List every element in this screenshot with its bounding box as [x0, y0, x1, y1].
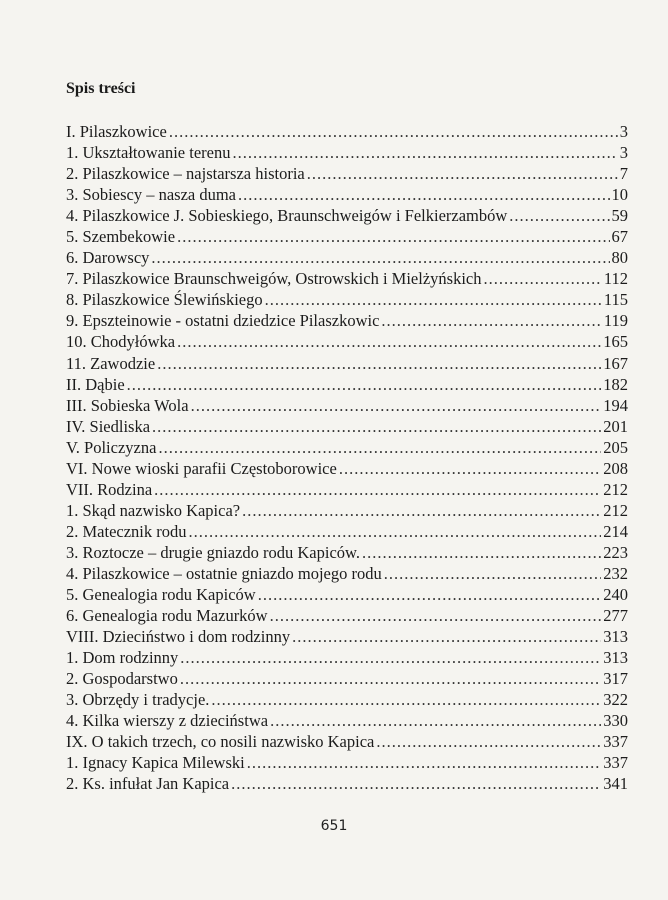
dot-leader [180, 648, 601, 668]
toc-entry-page: 167 [603, 353, 628, 373]
dot-leader [127, 375, 602, 395]
dot-leader [509, 206, 609, 226]
toc-entry-label: IX. O takich trzech, co nosili nazwisko Kapica [66, 732, 375, 752]
toc-entry-page: 7 [619, 164, 628, 184]
dot-leader [247, 753, 602, 773]
toc-entry-label: 1. Ignacy Kapica Milewski [66, 753, 245, 773]
toc-entry-label: I. Pilaszkowice [66, 122, 167, 141]
toc-entry [66, 375, 628, 396]
toc-entry-label: 7. Pilaszkowice Braunschweigów, Ostrowskich i Mielżyńskich [66, 269, 482, 289]
toc-entry [66, 669, 628, 690]
toc-entry-page: 212 [603, 500, 628, 520]
dot-leader [231, 774, 601, 794]
dot-leader [376, 732, 601, 752]
toc-entry-label: VII. Rodzina [66, 479, 153, 499]
toc-entry [66, 311, 628, 332]
toc-entry-label: 5. Szembekowie [66, 227, 176, 247]
toc-entry [66, 585, 628, 606]
toc-entry [66, 290, 628, 311]
dot-leader [381, 311, 601, 331]
toc-title: Spis treści [66, 80, 136, 97]
toc-entry-page: 3 [619, 143, 628, 163]
toc-entry [66, 732, 628, 753]
dot-leader [177, 227, 609, 247]
toc-entry-page: 208 [603, 458, 628, 478]
toc-entry-label: III. Sobieska Wola [66, 395, 189, 415]
toc-entry-page: 10 [611, 185, 628, 205]
toc-entry-page: 337 [603, 732, 628, 752]
toc-entry-label: 1. Ukształtowanie terenu [66, 143, 231, 163]
toc-entry-page: 201 [603, 416, 628, 436]
toc-entry-page: 115 [603, 290, 628, 310]
dot-leader [362, 543, 601, 563]
dot-leader [158, 438, 601, 458]
toc-entry-label: 2. Gospodarstwo [66, 669, 178, 689]
toc-entry-label: 3. Sobiescy – nasza duma [66, 185, 237, 205]
dot-leader [180, 669, 601, 689]
dot-leader [238, 185, 609, 205]
toc-entry-page: 341 [603, 774, 628, 794]
toc-entry-page: 119 [603, 311, 628, 331]
toc-entry-page: 223 [603, 542, 628, 562]
toc-entry-label: 4. Pilaszkowice J. Sobieskiego, Braunschweigów i Felkierzambów [66, 206, 508, 226]
toc-entry-label: 8. Pilaszkowice Ślewińskiego [66, 290, 263, 310]
toc-entry-label: 11. Zawodzie [66, 353, 156, 373]
toc-entry [66, 417, 628, 438]
toc-entry [66, 332, 628, 353]
dot-leader [339, 459, 601, 479]
toc-entry [66, 185, 628, 206]
toc-entry [66, 690, 628, 711]
dot-leader [177, 332, 601, 352]
toc-entry-label: 5. Genealogia rodu Kapiców [66, 585, 256, 605]
toc-entry-label: 3. Roztocze – drugie gniazdo rodu Kapiców. [66, 542, 361, 562]
toc-entry [66, 459, 628, 480]
toc-entry-label: 10. Chodyłówka [66, 332, 176, 352]
toc-entry [66, 122, 628, 143]
toc-entry [66, 627, 628, 648]
toc-entry-page: 232 [603, 563, 628, 583]
toc-entry-page: 80 [611, 248, 628, 268]
dot-leader [384, 564, 602, 584]
dot-leader [189, 522, 602, 542]
toc-entry [66, 396, 628, 417]
toc-entry [66, 753, 628, 774]
toc-entry-page: 212 [603, 479, 628, 499]
toc-entry [66, 480, 628, 501]
toc-entry [66, 248, 628, 269]
toc-entry-label: 4. Kilka wierszy z dzieciństwa [66, 711, 269, 731]
toc-entry-label: 2. Matecznik rodu [66, 521, 187, 541]
toc-entry [66, 501, 628, 522]
toc-entry-label: 2. Pilaszkowice – najstarsza historia [66, 164, 305, 184]
toc-entry [66, 269, 628, 290]
toc-entry-page: 59 [611, 206, 628, 226]
dot-leader [211, 690, 601, 710]
dot-leader [169, 122, 618, 142]
toc-entry [66, 354, 628, 375]
toc-entry-page: 313 [603, 627, 628, 647]
dot-leader [270, 606, 602, 626]
toc-entry [66, 143, 628, 164]
toc-entry-label: 4. Pilaszkowice – ostatnie gniazdo mojego rodu [66, 563, 382, 583]
toc-entry-page: 182 [603, 374, 628, 394]
toc-entry-label: 1. Skąd nazwisko Kapica? [66, 500, 241, 520]
toc-entry [66, 522, 628, 543]
dot-leader [483, 269, 601, 289]
dot-leader [152, 417, 601, 437]
page-number: 651 [320, 818, 348, 834]
toc-entry-page: 322 [603, 690, 628, 710]
toc-entry-label: 1. Dom rodzinny [66, 648, 179, 668]
toc-entry [66, 564, 628, 585]
dot-leader [292, 627, 601, 647]
toc-entry-label: 9. Epszteinowie - ostatni dziedzice Pilaszkowic [66, 311, 380, 331]
toc-entry-label: 2. Ks. infułat Jan Kapica [66, 774, 230, 794]
toc-entry-page: 330 [603, 711, 628, 731]
toc-entry-page: 277 [603, 606, 628, 626]
toc-entry-page: 313 [603, 648, 628, 668]
toc-entry-page: 67 [611, 227, 628, 247]
toc-entry [66, 206, 628, 227]
toc-entry [66, 438, 628, 459]
toc-entry-page: 112 [603, 269, 628, 289]
toc-entry [66, 774, 628, 795]
toc-entry-page: 194 [603, 395, 628, 415]
toc-entry-label: VIII. Dzieciństwo i dom rodzinny [66, 627, 291, 647]
toc-entry-page: 317 [603, 669, 628, 689]
dot-leader [242, 501, 601, 521]
toc-entry-label: 6. Darowscy [66, 248, 150, 268]
toc-entry-page: 165 [603, 332, 628, 352]
toc-entry-label: VI. Nowe wioski parafii Częstoborowice [66, 458, 337, 478]
toc-entry [66, 543, 628, 564]
dot-leader [307, 164, 618, 184]
toc-entry-page: 3 [619, 122, 628, 141]
toc-entry-page: 205 [603, 437, 628, 457]
toc-entry-page: 337 [603, 753, 628, 773]
dot-leader [258, 585, 602, 605]
dot-leader [157, 354, 601, 374]
table-of-contents [66, 122, 628, 796]
toc-entry [66, 606, 628, 627]
toc-entry [66, 227, 628, 248]
dot-leader [265, 290, 602, 310]
dot-leader [191, 396, 602, 416]
toc-entry-label: IV. Siedliska [66, 416, 151, 436]
toc-entry [66, 164, 628, 185]
toc-entry-page: 214 [603, 521, 628, 541]
toc-entry-label: 3. Obrzędy i tradycje. [66, 690, 210, 710]
toc-entry-label: 6. Genealogia rodu Mazurków [66, 606, 268, 626]
toc-entry [66, 648, 628, 669]
dot-leader [232, 143, 617, 163]
toc-entry-label: V. Policzyzna [66, 437, 157, 457]
dot-leader [151, 248, 609, 268]
toc-entry-page: 240 [603, 585, 628, 605]
toc-entry [66, 711, 628, 732]
toc-entry-label: II. Dąbie [66, 374, 125, 394]
dot-leader [154, 480, 601, 500]
dot-leader [270, 711, 601, 731]
